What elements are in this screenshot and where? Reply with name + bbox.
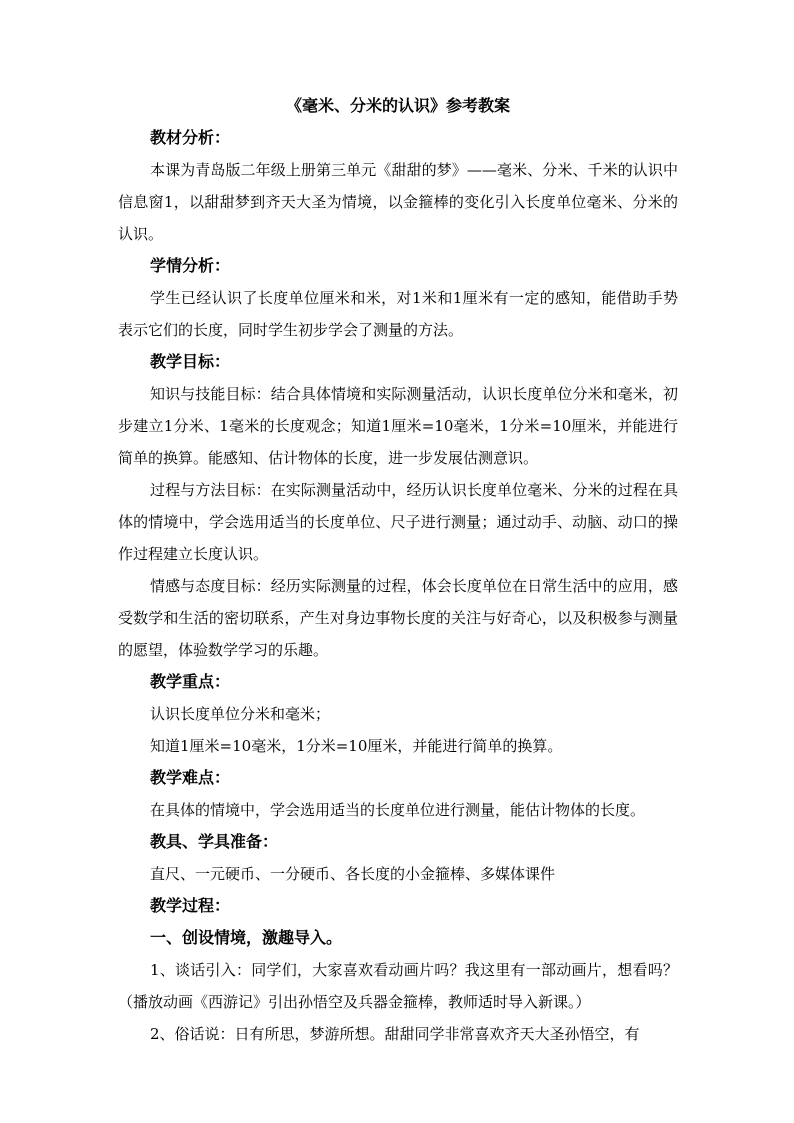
document-page: [118, 90, 678, 1050]
paragraph-goal-process: 过程与方法目标：在实际测量活动中，经历认识长度单位毫米、分米的过程在具体的情境中，学会选用适当的长度单位、尺子进行测量；通过动手、动脑、动口的操作过程建立长度认识。: [118, 481, 678, 563]
paragraph-material-analysis: 本课为青岛版二年级上册第三单元《甜甜的梦》——毫米、分米、千米的认识中信息窗1，以甜甜梦到齐天大圣为情境，以金箍棒的变化引入长度单位毫米、分米的认识。: [118, 161, 678, 243]
paragraph-key-point-2: 知道1厘米=10毫米，1分米=10厘米，并能进行简单的换算。: [150, 737, 563, 755]
paragraph-step-1-item-2: 2、俗话说：日有所思，梦游所想。甜甜同学非常喜欢齐天大圣孙悟空，有: [150, 1025, 640, 1043]
heading-teaching-key-points: 教学重点：: [150, 672, 231, 691]
heading-material-analysis: 教材分析：: [150, 128, 231, 147]
paragraph-key-point-1: 认识长度单位分米和毫米；: [150, 705, 331, 723]
paragraph-student-analysis: 学生已经认识了长度单位厘米和米，对1米和1厘米有一定的感知，能借助手势表示它们的长度，同时学生初步学会了测量的方法。: [118, 289, 678, 339]
heading-teaching-tools: 教具、学具准备：: [150, 832, 279, 851]
document-title: 《毫米、分米的认识》参考教案: [285, 96, 510, 115]
paragraph-teaching-difficulty: 在具体的情境中，学会选用适当的长度单位进行测量，能估计物体的长度。: [150, 801, 646, 819]
paragraph-goal-knowledge: 知识与技能目标：结合具体情境和实际测量活动，认识长度单位分米和毫米，初步建立1分米、1毫米的长度观念；知道1厘米=10毫米，1分米=10厘米，并能进行简单的换算。能感知、估计物体的长度，进一步发展估测意识。: [118, 385, 678, 467]
heading-step-1: 一、创设情境，激趣导入。: [150, 928, 343, 947]
paragraph-step-1-item-1: 1、谈话引入：同学们，大家喜欢看动画片吗？我这里有一部动画片，想看吗？（播放动画《西游记》引出孙悟空及兵器金箍棒，教师适时导入新课。）: [118, 961, 678, 1011]
heading-teaching-process: 教学过程：: [150, 896, 231, 915]
heading-teaching-goals: 教学目标：: [150, 352, 231, 371]
heading-teaching-difficulty: 教学难点：: [150, 768, 231, 787]
heading-student-analysis: 学情分析：: [150, 256, 231, 275]
paragraph-goal-attitude: 情感与态度目标：经历实际测量的过程，体会长度单位在日常生活中的应用，感受数学和生活的密切联系，产生对身边事物长度的关注与好奇心，以及积极参与测量的愿望，体验数学学习的乐趣。: [118, 577, 678, 659]
paragraph-teaching-tools: 直尺、一元硬币、一分硬币、各长度的小金箍棒、多媒体课件: [150, 865, 556, 883]
